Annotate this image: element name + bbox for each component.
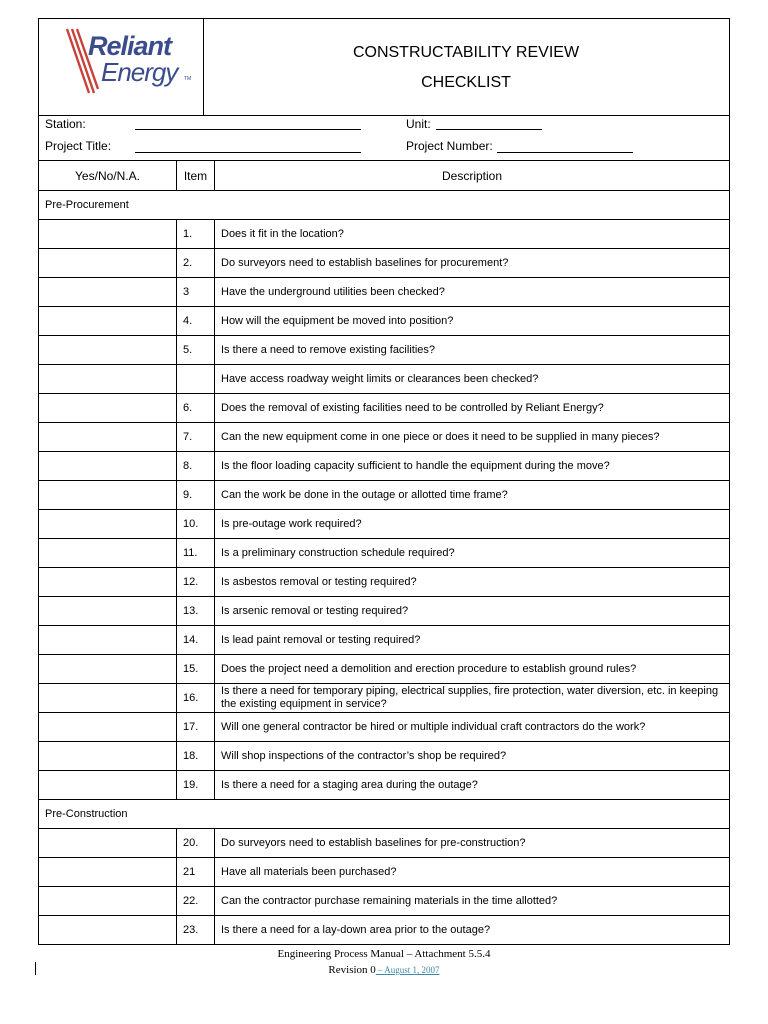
checklist-row <box>39 423 730 452</box>
item-number: 21 <box>177 858 215 887</box>
answer-cell[interactable] <box>39 539 177 568</box>
item-number: 20. <box>177 829 215 858</box>
item-description: Have access roadway weight limits or clearances been checked? <box>215 365 730 394</box>
item-number: 17. <box>177 713 215 742</box>
table-header-row <box>39 161 730 191</box>
answer-cell[interactable] <box>39 568 177 597</box>
checklist-row <box>39 742 730 771</box>
checklist-row <box>39 858 730 887</box>
item-number: 22. <box>177 887 215 916</box>
section-title: Pre-Procurement <box>39 191 730 220</box>
item-description: Do surveyors need to establish baselines for pre-construction? <box>215 829 730 858</box>
answer-cell[interactable] <box>39 481 177 510</box>
checklist-row <box>39 539 730 568</box>
project-number-label: Project Number: <box>406 139 493 153</box>
item-number: 19. <box>177 771 215 800</box>
checklist-row <box>39 365 730 394</box>
item-number: 16. <box>177 684 215 713</box>
checklist-row <box>39 336 730 365</box>
item-description: Can the contractor purchase remaining materials in the time allotted? <box>215 887 730 916</box>
item-description: Is there a need for temporary piping, electrical supplies, fire protection, water diversion, etc. in keeping the existing equipment in service? <box>215 684 730 713</box>
item-description: Have all materials been purchased? <box>215 858 730 887</box>
item-description: Will shop inspections of the contractor’s shop be required? <box>215 742 730 771</box>
answer-cell[interactable] <box>39 220 177 249</box>
item-number <box>177 365 215 394</box>
checklist-row <box>39 597 730 626</box>
column-header-yes-no: Yes/No/N.A. <box>39 161 177 191</box>
item-number: 12. <box>177 568 215 597</box>
checklist-row <box>39 510 730 539</box>
item-number: 7. <box>177 423 215 452</box>
footer-manual-reference: Engineering Process Manual – Attachment 5.5.4 <box>277 948 491 960</box>
answer-cell[interactable] <box>39 423 177 452</box>
answer-cell[interactable] <box>39 771 177 800</box>
item-description: Can the work be done in the outage or allotted time frame? <box>215 481 730 510</box>
form-header <box>38 18 730 116</box>
column-header-item: Item <box>177 161 215 191</box>
checklist-row <box>39 713 730 742</box>
item-number: 4. <box>177 307 215 336</box>
revision-date: – August 1, 2007 <box>375 965 440 975</box>
checklist-row <box>39 771 730 800</box>
answer-cell[interactable] <box>39 684 177 713</box>
item-description: Can the new equipment come in one piece or does it need to be supplied in many pieces? <box>215 423 730 452</box>
item-number: 8. <box>177 452 215 481</box>
item-description: Does it fit in the location? <box>215 220 730 249</box>
station-field[interactable] <box>135 129 361 130</box>
checklist-row <box>39 916 730 945</box>
checklist-row <box>39 394 730 423</box>
item-description: Is a preliminary construction schedule required? <box>215 539 730 568</box>
text-cursor <box>35 962 36 975</box>
section-row <box>39 800 730 829</box>
project-title-field[interactable] <box>135 152 361 153</box>
item-number: 18. <box>177 742 215 771</box>
checklist-row <box>39 249 730 278</box>
answer-cell[interactable] <box>39 307 177 336</box>
checklist-row <box>39 887 730 916</box>
item-description: Is there a need for a lay-down area prior to the outage? <box>215 916 730 945</box>
item-description: Have the underground utilities been checked? <box>215 278 730 307</box>
checklist-row <box>39 278 730 307</box>
project-number-field[interactable] <box>497 152 633 153</box>
item-description: Do surveyors need to establish baselines for procurement? <box>215 249 730 278</box>
item-number: 9. <box>177 481 215 510</box>
item-number: 5. <box>177 336 215 365</box>
item-number: 13. <box>177 597 215 626</box>
item-number: 3 <box>177 278 215 307</box>
item-description: Is pre-outage work required? <box>215 510 730 539</box>
answer-cell[interactable] <box>39 713 177 742</box>
document-title: CONSTRUCTABILITY REVIEW <box>352 44 580 61</box>
logo-trademark: TM <box>184 76 192 82</box>
checklist-row <box>39 655 730 684</box>
answer-cell[interactable] <box>39 452 177 481</box>
answer-cell[interactable] <box>39 510 177 539</box>
item-number: 2. <box>177 249 215 278</box>
answer-cell[interactable] <box>39 887 177 916</box>
document-subtitle: CHECKLIST <box>421 74 511 91</box>
answer-cell[interactable] <box>39 829 177 858</box>
answer-cell[interactable] <box>39 249 177 278</box>
checklist-row <box>39 220 730 249</box>
item-number: 11. <box>177 539 215 568</box>
item-description: Is there a need for a staging area during the outage? <box>215 771 730 800</box>
item-description: Will one general contractor be hired or multiple individual craft contractors do the work? <box>215 713 730 742</box>
item-number: 15. <box>177 655 215 684</box>
section-title: Pre-Construction <box>39 800 730 829</box>
checklist-row <box>39 481 730 510</box>
answer-cell[interactable] <box>39 626 177 655</box>
project-info <box>38 115 730 161</box>
item-description: Is there a need to remove existing facilities? <box>215 336 730 365</box>
answer-cell[interactable] <box>39 394 177 423</box>
answer-cell[interactable] <box>39 278 177 307</box>
logo-text-energy: Energy <box>101 57 178 87</box>
answer-cell[interactable] <box>39 336 177 365</box>
answer-cell[interactable] <box>39 597 177 626</box>
answer-cell[interactable] <box>39 858 177 887</box>
item-number: 1. <box>177 220 215 249</box>
item-description: Is the floor loading capacity sufficient to handle the equipment during the move? <box>215 452 730 481</box>
answer-cell[interactable] <box>39 916 177 945</box>
item-number: 10. <box>177 510 215 539</box>
item-description: Does the removal of existing facilities need to be controlled by Reliant Energy? <box>215 394 730 423</box>
answer-cell[interactable] <box>39 655 177 684</box>
unit-field[interactable] <box>436 129 542 130</box>
checklist-row <box>39 684 730 713</box>
revision-text: Revision 0 <box>328 964 376 976</box>
checklist-row <box>39 452 730 481</box>
logo-text-reliant: Reliant <box>88 31 172 61</box>
checklist-row <box>39 307 730 336</box>
unit-label: Unit: <box>406 117 431 131</box>
footer-revision <box>0 964 768 976</box>
item-description: Is lead paint removal or testing required? <box>215 626 730 655</box>
logo-cell <box>39 19 204 115</box>
checklist-table <box>38 160 730 945</box>
item-description: Is asbestos removal or testing required? <box>215 568 730 597</box>
column-header-description: Description <box>215 161 730 191</box>
project-title-label: Project Title: <box>45 139 112 153</box>
item-description: Is arsenic removal or testing required? <box>215 597 730 626</box>
item-number: 6. <box>177 394 215 423</box>
station-label: Station: <box>45 117 86 131</box>
section-row <box>39 191 730 220</box>
checklist-row <box>39 829 730 858</box>
answer-cell[interactable] <box>39 742 177 771</box>
checklist-row <box>39 626 730 655</box>
item-number: 23. <box>177 916 215 945</box>
item-description: Does the project need a demolition and erection procedure to establish ground rules? <box>215 655 730 684</box>
answer-cell[interactable] <box>39 365 177 394</box>
checklist-row <box>39 568 730 597</box>
item-description: How will the equipment be moved into position? <box>215 307 730 336</box>
item-number: 14. <box>177 626 215 655</box>
